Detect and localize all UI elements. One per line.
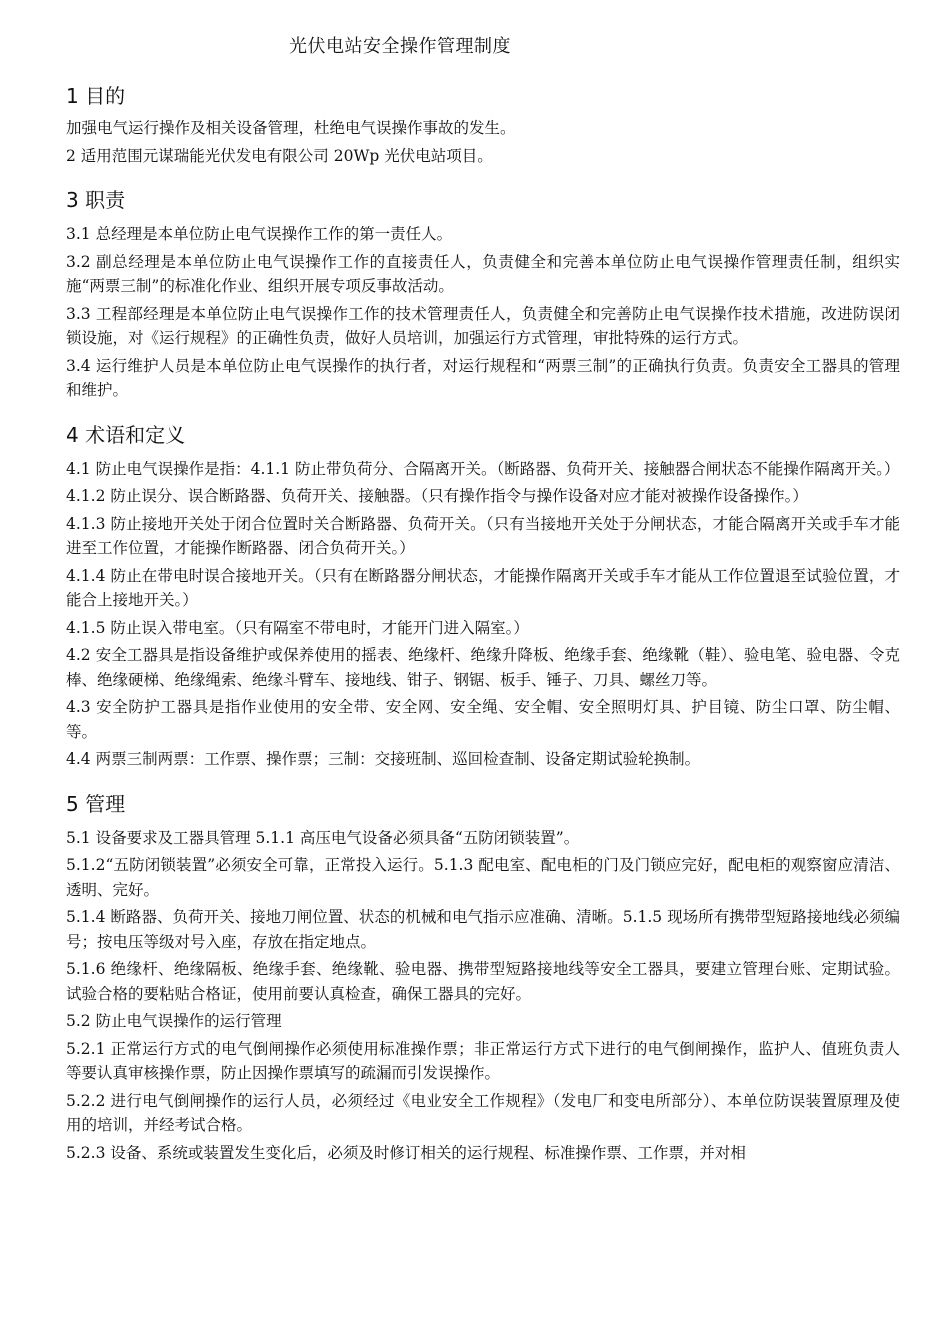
paragraph: 5.1.2“五防闭锁装置”必须安全可靠，正常投入运行。5.1.3 配电室、配电柜的门及门锁应完好，配电柜的观察窗应清洁、透明、完好。 (66, 856, 900, 899)
paragraph: 3.4 运行维护人员是本单位防止电气误操作的执行者，对运行规程和“两票三制”的正确执行负责。负责安全工器具的管理和维护。 (66, 356, 900, 399)
paragraph: 5.2.3 设备、系统或装置发生变化后，必须及时修订相关的运行规程、标准操作票、工作票，并对相 (66, 1143, 746, 1162)
section-heading-responsibilities: 3 职责 (66, 188, 126, 212)
section-heading-terms: 4 术语和定义 (66, 422, 186, 447)
paragraph: 4.1.4 防止在带电时误合接地开关。（只有在断路器分闸状态，才能操作隔离开关或手车才能从工作位置退至试验位置，才能合上接地开关。） (66, 566, 900, 609)
paragraph: 加强电气运行操作及相关设备管理，杜绝电气误操作事故的发生。 (66, 119, 516, 137)
paragraph: 5.1 设备要求及工器具管理 5.1.1 高压电气设备必须具备“五防闭锁装置”。 (66, 828, 580, 847)
paragraph: 4.1.5 防止误入带电室。（只有隔室不带电时，才能开门进入隔室。） (66, 618, 529, 637)
document-title: 光伏电站安全操作管理制度 (289, 36, 511, 57)
paragraph: 3.2 副总经理是本单位防止电气误操作工作的直接责任人，负责健全和完善本单位防止电气误操作管理责任制，组织实施“两票三制”的标准化作业、组织开展专项反事故活动。 (66, 252, 900, 295)
paragraph: 5.2.1 正常运行方式的电气倒闸操作必须使用标准操作票；非正常运行方式下进行的电气倒闸操作，监护人、值班负责人等要认真审核操作票，防止因操作票填写的疏漏而引发误操作。 (66, 1039, 900, 1082)
paragraph: 5.2 防止电气误操作的运行管理 (66, 1012, 282, 1030)
paragraph: 4.1.3 防止接地开关处于闭合位置时关合断路器、负荷开关。（只有当接地开关处于分闸状态，才能合隔离开关或手车才能进至工作位置，才能操作断路器、闭合负荷开关。） (66, 514, 900, 557)
paragraph: 4.4 两票三制两票：工作票、操作票；三制：交接班制、巡回检查制、设备定期试验轮换制。 (66, 750, 701, 768)
paragraph: 3.3 工程部经理是本单位防止电气误操作工作的技术管理责任人，负责健全和完善防止电气误操作技术措施，改进防误闭锁设施，对《运行规程》的正确性负责，做好人员培训，加强运行方式管理，审批特殊的运行方式。 (66, 304, 900, 347)
paragraph: 4.1 防止电气误操作是指：4.1.1 防止带负荷分、合隔离开关。（断路器、负荷开关、接触器合闸状态不能操作隔离开关。） (66, 459, 900, 478)
paragraph: 2 适用范围元谋瑞能光伏发电有限公司 20Wp 光伏电站项目。 (66, 146, 493, 165)
paragraph: 5.2.2 进行电气倒闸操作的运行人员，必须经过《电业安全工作规程》（发电厂和变电所部分）、本单位防误装置原理及使用的培训，并经考试合格。 (66, 1091, 900, 1134)
paragraph: 5.1.4 断路器、负荷开关、接地刀闸位置、状态的机械和电气指示应准确、清晰。5.1.5 现场所有携带型短路接地线必须编号；按电压等级对号入座，存放在指定地点。 (66, 908, 900, 951)
paragraph: 4.1.2 防止误分、误合断路器、负荷开关、接触器。（只有操作指令与操作设备对应才能对被操作设备操作。） (66, 487, 808, 505)
section-heading-purpose: 1 目的 (66, 84, 126, 108)
paragraph: 5.1.6 绝缘杆、绝缘隔板、绝缘手套、绝缘靴、验电器、携带型短路接地线等安全工器具，要建立管理台账、定期试验。试验合格的要粘贴合格证，使用前要认真检查，确保工器具的完好。 (66, 960, 900, 1003)
paragraph: 4.2 安全工器具是指设备维护或保养使用的摇表、绝缘杆、绝缘升降板、绝缘手套、绝缘靴（鞋）、验电笔、验电器、令克棒、绝缘硬梯、绝缘绳索、绝缘斗臂车、接地线、钳子、钢锯、板手、锤子、刀具、螺丝刀等。 (66, 646, 900, 689)
paragraph: 3.1 总经理是本单位防止电气误操作工作的第一责任人。 (66, 225, 453, 243)
paragraph: 4.3 安全防护工器具是指作业使用的安全带、安全网、安全绳、安全帽、安全照明灯具、护目镜、防尘口罩、防尘帽、等。 (66, 698, 900, 741)
section-heading-management: 5 管理 (66, 791, 126, 816)
